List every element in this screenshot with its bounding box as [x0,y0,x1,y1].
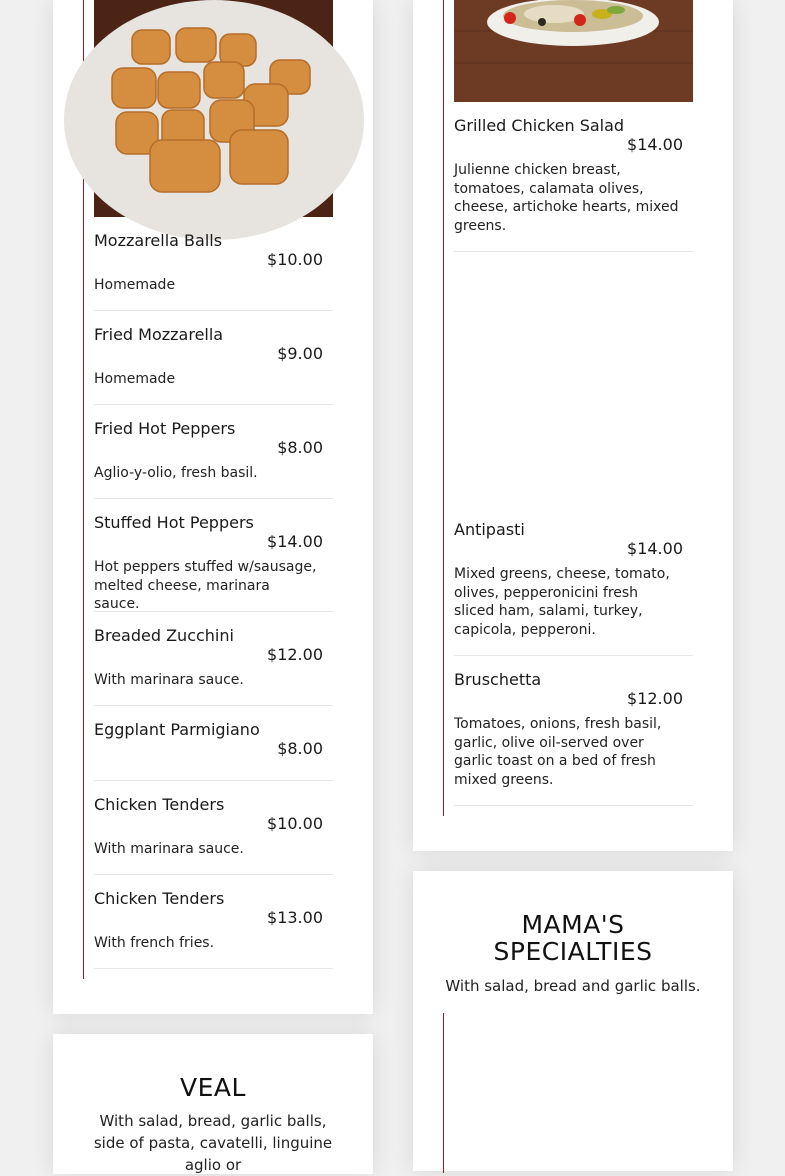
item-price: $12.00 [627,689,683,708]
item-name: Fried Mozzarella [94,325,224,344]
menu-item [94,626,333,706]
item-name: Eggplant Parmigiano [94,720,260,739]
accent-line [443,0,444,816]
item-price: $14.00 [627,135,683,154]
section-title: SPECIALTIES [493,937,653,966]
appetizers-card [53,0,373,1014]
item-description: Mixed greens, cheese, tomato, olives, pepperonicini fresh sliced ham, salami, turkey, capicola, pepperoni. [454,566,670,638]
item-price: $14.00 [267,532,323,551]
item-price: $8.00 [277,438,323,457]
item-price: $13.00 [267,908,323,927]
item-name: Breaded Zucchini [94,626,234,645]
menu-item [454,670,693,806]
menu-item [94,325,333,405]
item-price: $12.00 [267,645,323,664]
mozzarella-balls-photo [94,0,333,217]
item-name: Fried Hot Peppers [94,419,236,438]
item-name: Chicken Tenders [94,795,225,814]
grilled-chicken-salad-photo [454,0,693,102]
section-subtitle: With salad, bread, garlic balls, side of pasta, cavatelli, linguine aglio or [93,1112,333,1174]
item-price: $10.00 [267,250,323,269]
menu-item [94,419,333,499]
item-description: Hot peppers stuffed w/sausage, melted cheese, marinara sauce. [94,559,317,612]
item-description: Julienne chicken breast, tomatoes, calamata olives, cheese, artichoke hearts, mixed greens. [454,162,679,234]
item-name: Chicken Tenders [94,889,225,908]
item-description: With french fries. [94,935,215,951]
item-name: Stuffed Hot Peppers [94,513,254,532]
item-price: $9.00 [277,344,323,363]
menu-item [454,116,693,252]
item-price: $14.00 [627,539,683,558]
menu-item [94,513,333,612]
accent-line [443,1013,444,1173]
item-price: $10.00 [267,814,323,833]
salads-card [413,0,733,851]
menu-item [94,231,333,311]
item-name: Bruschetta [454,670,542,689]
menu-item [94,889,333,969]
veal-card [53,1034,373,1174]
item-name: Antipasti [454,520,525,539]
item-description: With marinara sauce. [94,841,244,857]
section-title: VEAL [180,1073,246,1102]
item-name: Grilled Chicken Salad [454,116,625,135]
item-description: Tomatoes, onions, fresh basil, garlic, olive oil-served over garlic toast on a bed of fresh mixed greens. [454,716,662,788]
menu-item [94,720,333,781]
section-subtitle: With salad, bread and garlic balls. [445,977,701,995]
item-description: Aglio-y-olio, fresh basil. [94,465,258,481]
mamas-specialties-card [413,871,733,1171]
item-description: Homemade [94,371,176,387]
menu-item [94,795,333,875]
item-price: $8.00 [277,739,323,758]
item-description: With marinara sauce. [94,672,244,688]
section-title: MAMA'S [521,910,625,939]
item-name: Mozzarella Balls [94,231,223,250]
item-description: Homemade [94,277,176,293]
menu-item [454,520,693,656]
